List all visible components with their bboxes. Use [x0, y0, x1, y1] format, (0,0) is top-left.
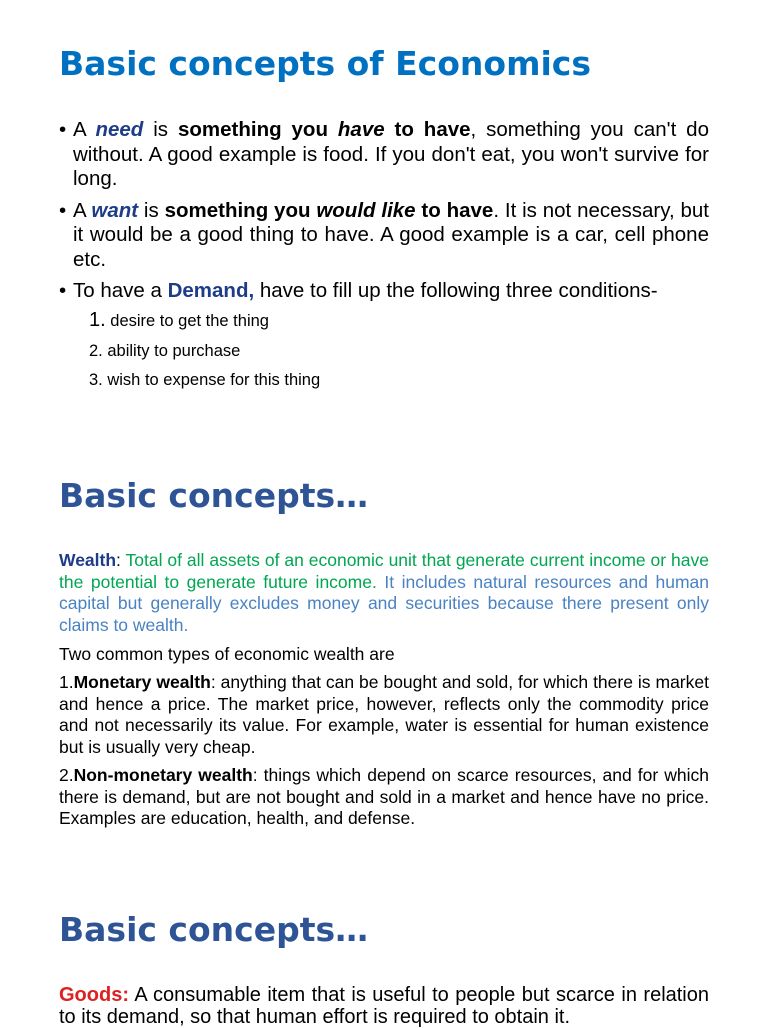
non-monetary-wealth-paragraph: 2.Non-monetary wealth: things which depend on scarce resources, and for which there is demand, but are not bought and sold in a market and hence have no price. Examples are education, health, and defense.	[59, 765, 709, 829]
wealth-definition: Wealth: Total of all assets of an economic unit that generate current income or have the potential to generate future income. It includes natural resources and human capital but generally excludes money and securities because there present only claims to wealth.	[59, 550, 709, 636]
demand-term: Demand,	[167, 279, 255, 302]
wealth-types-intro: Two common types of economic wealth are	[59, 644, 395, 664]
want-bullet: • A want is something you would like to have. It is not necessary, but it would be a good thing to have. A good example is a car, cell phone etc.	[59, 199, 709, 273]
page-title: Basic concepts of Economics	[59, 44, 591, 83]
goods-term: Goods:	[59, 984, 129, 1006]
monetary-wealth-paragraph: 1.Monetary wealth: anything that can be bought and sold, for which there is market and hence a price. The market price, however, reflects only the commodity price and not necessarily its value. For example, water is essential for human existence but is usually very cheap.	[59, 672, 709, 758]
wealth-term: Wealth	[59, 550, 117, 570]
concept-bullet-list	[59, 118, 709, 311]
condition-item: 3. wish to expense for this thing	[89, 371, 321, 389]
condition-item: 2. ability to purchase	[89, 341, 241, 360]
demand-bullet: • To have a Demand, have to fill up the following three conditions-	[59, 279, 709, 304]
condition-item: 1. desire to get the thing	[89, 309, 269, 331]
goods-definition: Goods: A consumable item that is useful to people but scarce in relation to its demand, so that human effort is required to obtain it.	[59, 984, 709, 1028]
want-term: want	[91, 198, 139, 222]
section-heading-goods: Basic concepts…	[59, 910, 369, 949]
need-term: need	[95, 118, 144, 141]
section-heading-wealth: Basic concepts…	[59, 476, 369, 515]
non-monetary-wealth-term: Non-monetary wealth	[73, 765, 253, 785]
monetary-wealth-term: Monetary wealth	[73, 672, 211, 692]
demand-conditions-list	[89, 310, 320, 400]
need-bullet: • A need is something you have to have, something you can't do without. A good example is food. If you don't eat, you won't survive for long.	[59, 118, 709, 192]
